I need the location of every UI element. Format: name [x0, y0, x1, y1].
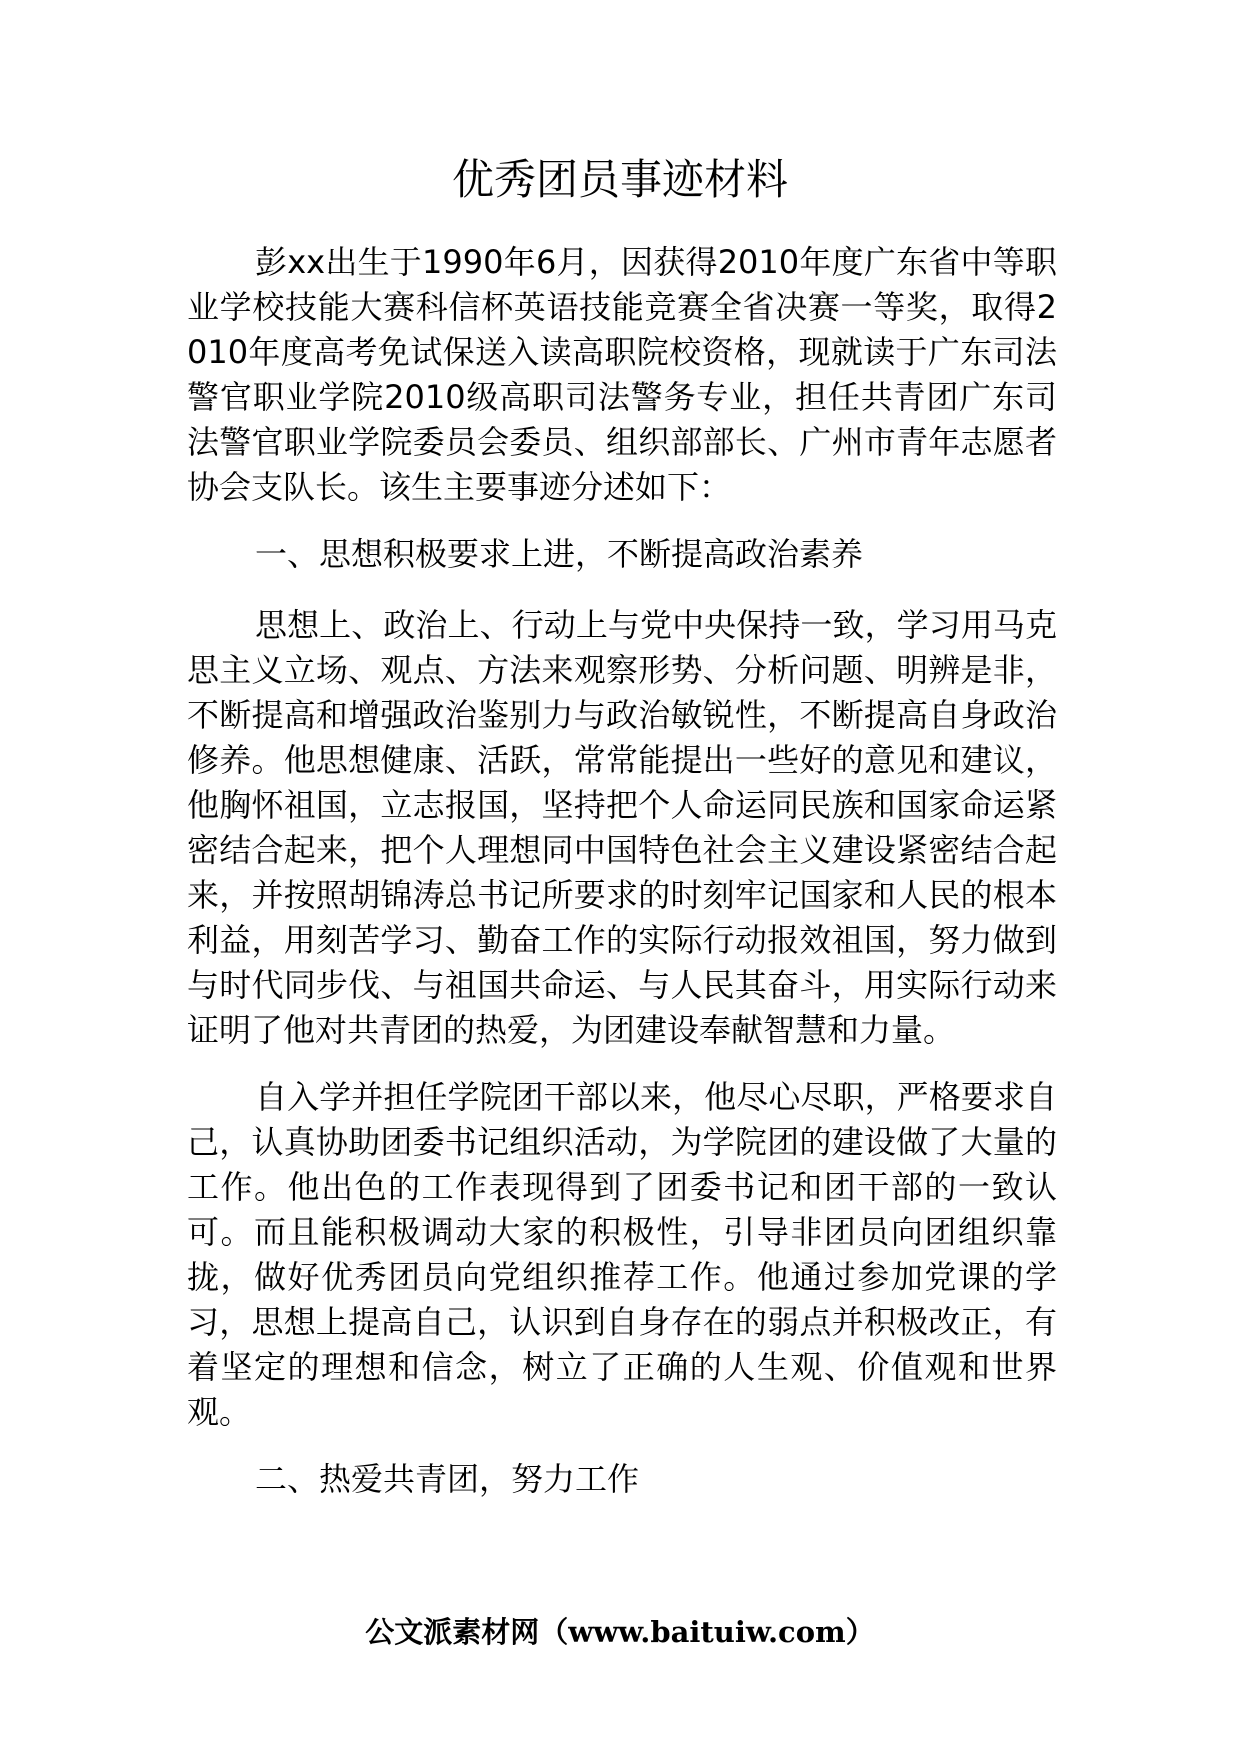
document-title: 优秀团员事迹材料 — [451, 155, 788, 204]
section-heading-2: 二、热爱共青团，努力工作 — [255, 1460, 640, 1498]
paragraph-intro: 彭xx出生于1990年6月，因获得2010年度广东省中等职业学校技能大赛科信杯英语技能竞赛全省决赛一等奖，取得2010年度高考免试保送入读高职院校资格，现就读于广东司法警官职业学院2010级高职司法警务专业，担任共青团广东司法警官职业学院委员会委员、组织部部长、广州市青年志愿者协会支队长。该生主要事迹分述如下： — [187, 243, 1057, 506]
paragraph-political: 思想上、政治上、行动上与党中央保持一致，学习用马克思主义立场、观点、方法来观察形势、分析问题、明辨是非，不断提高和增强政治鉴别力与政治敏锐性，不断提高自身政治修养。他思想健康、活跃，常常能提出一些好的意见和建议，他胸怀祖国，立志报国，坚持把个人命运同民族和国家命运紧密结合起来，把个人理想同中国特色社会主义建设紧密结合起来，并按照胡锦涛总书记所要求的时刻牢记国家和人民的根本利益，用刻苦学习、勤奋工作的实际行动报效祖国，努力做到与时代同步伐、与祖国共命运、与人民其奋斗，用实际行动来证明了他对共青团的热爱，为团建设奉献智慧和力量。 — [187, 606, 1057, 1049]
paragraph-work: 自入学并担任学院团干部以来，他尽心尽职，严格要求自己，认真协助团委书记组织活动，为学院团的建设做了大量的工作。他出色的工作表现得到了团委书记和团干部的一致认可。而且能积极调动大家的积极性，引导非团员向团组织靠拢，做好优秀团员向党组织推荐工作。他通过参加党课的学习，思想上提高自己，认识到自身存在的弱点并积极改正，有着坚定的理想和信念，树立了正确的人生观、价值观和世界观。 — [187, 1078, 1057, 1431]
document-body — [187, 240, 1057, 1528]
section-heading-1: 一、思想积极要求上进，不断提高政治素养 — [255, 535, 864, 573]
footer-watermark: 公文派素材网（www.baituiw.com） — [365, 1615, 875, 1649]
